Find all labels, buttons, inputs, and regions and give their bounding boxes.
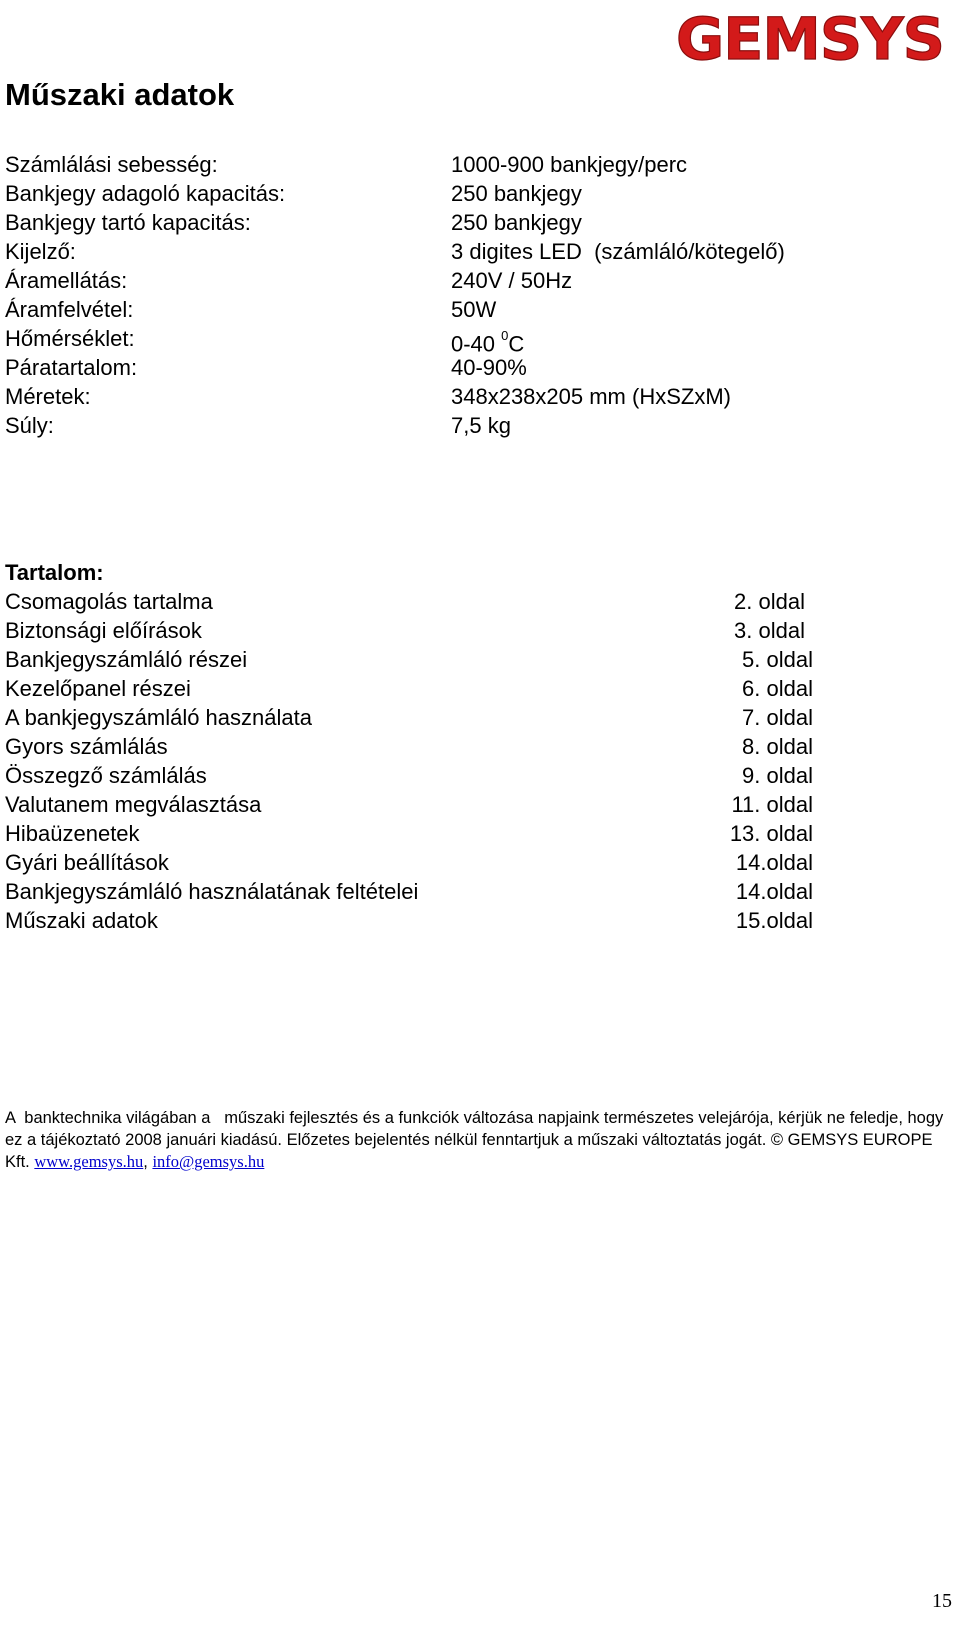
toc-item — [5, 877, 905, 906]
spec-label: Páratartalom: — [5, 355, 138, 380]
toc-item — [5, 761, 905, 790]
spec-value: 250 bankjegy — [451, 181, 582, 206]
spec-label: Súly: — [5, 413, 54, 438]
toc-item — [5, 587, 905, 616]
toc-item-page: 9. oldal — [742, 763, 813, 788]
toc-item-page: 15.oldal — [735, 908, 813, 933]
degree-superscript: 0 — [501, 328, 509, 343]
spec-row — [5, 353, 905, 382]
toc-item-page: 5. oldal — [742, 647, 813, 672]
toc-item-label: Valutanem megválasztása — [5, 792, 262, 817]
toc-item-page: 14.oldal — [735, 850, 813, 875]
spec-label: Bankjegy adagoló kapacitás: — [5, 181, 286, 206]
spec-row — [5, 237, 905, 266]
temperature-range: 0-40 — [451, 331, 502, 357]
spec-value: 50W — [451, 297, 497, 322]
toc-item — [5, 703, 905, 732]
page-title: Műszaki adatok — [5, 77, 235, 112]
spec-row — [5, 324, 905, 357]
spec-row — [5, 208, 905, 237]
toc-item-label: Kezelőpanel részei — [5, 676, 191, 701]
toc-item-label: Gyors számlálás — [5, 734, 168, 759]
toc-item — [5, 674, 905, 703]
website-link[interactable]: www.gemsys.hu — [34, 1152, 144, 1171]
spec-row — [5, 179, 905, 208]
toc-item — [5, 848, 905, 877]
toc-item-label: A bankjegyszámláló használata — [5, 705, 312, 730]
spec-row — [5, 295, 905, 324]
toc-item-label: Csomagolás tartalma — [5, 589, 213, 614]
toc-item-page: 2. oldal — [734, 589, 805, 614]
toc-item-label: Gyári beállítások — [5, 850, 169, 875]
spec-value: 250 bankjegy — [451, 210, 582, 235]
email-link[interactable]: info@gemsys.hu — [152, 1152, 265, 1171]
toc-item — [5, 732, 905, 761]
toc-item-label: Bankjegyszámláló részei — [5, 647, 248, 672]
spec-label: Áramfelvétel: — [5, 297, 134, 322]
spec-value: 348x238x205 mm (HxSZxM) — [451, 384, 731, 409]
toc-item-page: 8. oldal — [742, 734, 813, 759]
table-of-contents — [5, 558, 905, 935]
toc-item — [5, 616, 905, 645]
link-separator: , — [143, 1153, 153, 1171]
toc-item — [5, 819, 905, 848]
spec-label: Kijelző: — [5, 239, 76, 264]
spec-value: 240V / 50Hz — [451, 268, 573, 293]
spec-label: Áramellátás: — [5, 268, 128, 293]
toc-item — [5, 906, 905, 935]
toc-item-label: Bankjegyszámláló használatának feltételei — [5, 879, 419, 904]
toc-item-label: Összegző számlálás — [5, 763, 207, 788]
gemsys-logo — [676, 6, 946, 66]
spec-value: 3 digites LED (számláló/kötegelő) — [451, 239, 785, 264]
spec-label: Bankjegy tartó kapacitás: — [5, 210, 251, 235]
spec-value: 40-90% — [451, 355, 527, 380]
spec-value: 7,5 kg — [451, 413, 511, 438]
toc-item — [5, 790, 905, 819]
toc-item-page: 11. oldal — [731, 792, 813, 817]
temperature-unit: C — [508, 331, 525, 357]
toc-item-label: Biztonsági előírások — [5, 618, 202, 643]
toc-item-label: Hibaüzenetek — [5, 821, 140, 846]
toc-item-page: 14.oldal — [735, 879, 813, 904]
toc-heading: Tartalom: — [5, 560, 104, 585]
spec-label: Méretek: — [5, 384, 91, 409]
toc-item-page: 3. oldal — [734, 618, 805, 643]
spec-row — [5, 411, 905, 440]
spec-row — [5, 150, 905, 179]
specs-table — [5, 150, 905, 440]
toc-item-page: 7. oldal — [742, 705, 813, 730]
spec-label: Hőmérséklet: — [5, 326, 135, 351]
logo-text: GEMSYS — [676, 6, 944, 66]
footer-disclaimer — [5, 1108, 948, 1174]
toc-item-page: 6. oldal — [742, 676, 813, 701]
footer-text: A banktechnika világában a műszaki fejlesztés és a funkciók változása napjaink természetes velejárója, kérjük ne feledje, hogy ez a tájékoztató 2008 januári kiadású. Előzetes bejelentés nélkül fenntartjuk a műszaki változtatás jogát. © GEMSYS EUROPE Kft. — [5, 1109, 948, 1171]
toc-item-page: 13. oldal — [729, 821, 813, 846]
toc-item-label: Műszaki adatok — [5, 908, 158, 933]
spec-label: Számlálási sebesség: — [5, 152, 218, 177]
toc-item — [5, 645, 905, 674]
page-number: 15 — [932, 1590, 952, 1612]
spec-row — [5, 266, 905, 295]
spec-value: 1000-900 bankjegy/perc — [451, 152, 688, 177]
spec-row — [5, 382, 905, 411]
